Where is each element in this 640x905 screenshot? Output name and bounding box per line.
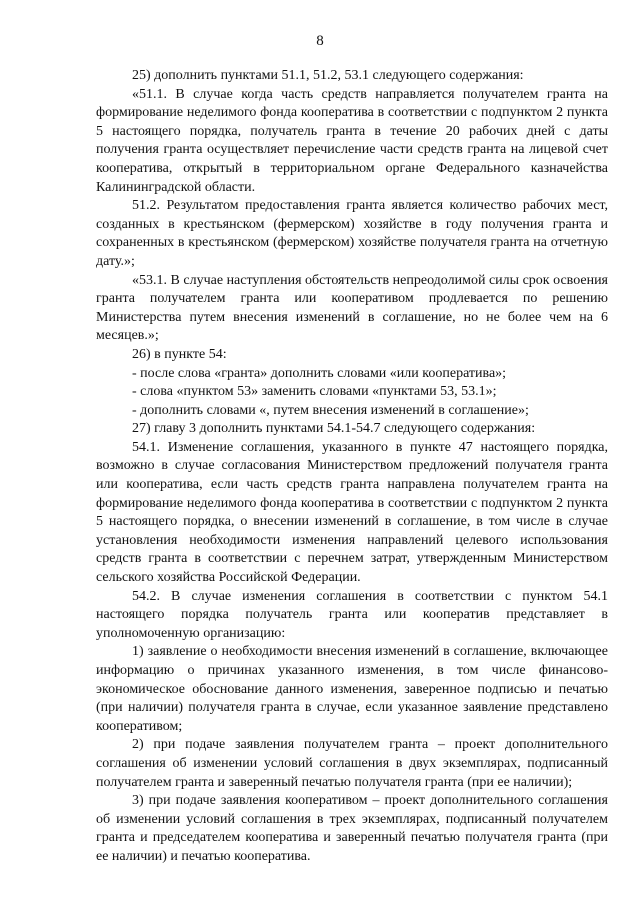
paragraph-54-2-sub-2: 2) при подаче заявления получателем гранта – проект дополнительного соглашения об изменении условий соглашения в двух экземплярах, подписанный получателем гранта и заверенный печатью получателя гранта (при ее наличии); xyxy=(96,737,608,790)
document-body xyxy=(96,67,608,867)
paragraph-53-1: «53.1. В случае наступления обстоятельств непреодолимой силы срок освоения гранта получателем гранта или кооперативом продлевается по решению Министерства путем внесения изменений в соглашение, но не более чем на 6 месяцев.»; xyxy=(96,272,608,344)
paragraph-item-26-dash-2: - слова «пунктом 53» заменить словами «пунктами 53, 53.1»; xyxy=(132,384,497,400)
paragraph-item-26-dash-1: - после слова «гранта» дополнить словами «или кооператива»; xyxy=(132,365,507,381)
paragraph-item-26: 26) в пункте 54: xyxy=(132,346,227,362)
paragraph-54-1: 54.1. Изменение соглашения, указанного в пункте 47 настоящего порядка, возможно в случае согласования Министерством предложений получателя гранта или кооператива, если часть средств гранта направлена получателем гранта на формирование неделимого фонда кооператива в соответствии с подпунктом 2 пункта 5 настоящего порядка, о внесении изменений в соглашение, в том числе в случае установления необходимости изменения направлений целевого использования средств гранта в соответствии с перечнем затрат, утвержденным Министерством сельского хозяйства Российской Федерации. xyxy=(96,439,608,586)
paragraph-51-2: 51.2. Результатом предоставления гранта является количество рабочих мест, созданных в крестьянском (фермерском) хозяйстве в году получения гранта и сохраненных в крестьянском (фермерском) хозяйстве получателя гранта на отчетную дату.»; xyxy=(96,198,608,269)
page-number: 8 xyxy=(316,33,324,49)
paragraph-item-25: 25) дополнить пунктами 51.1, 51.2, 53.1 следующего содержания: xyxy=(132,68,524,83)
paragraph-54-2-sub-1: 1) заявление о необходимости внесения изменений в соглашение, включающее информацию о причинах указанного изменения, в том числе финансово-экономическое обоснование данного изменения, заверенное подписью и печатью (при наличии) получателя гранта в случае, если указанное заявление представлено кооперативом; xyxy=(96,644,608,734)
paragraph-51-1: «51.1. В случае когда часть средств направляется получателем гранта на формирование неделимого фонда кооператива в соответствии с подпунктом 2 пункта 5 настоящего порядка, получатель гранта в течение 20 рабочих дней с даты получения гранта осуществляет перечисление части средств гранта на лицевой счет кооператива, открытый в территориальном органе Федерального казначейства Калининградской области. xyxy=(96,86,608,195)
paragraph-item-26-dash-3: - дополнить словами «, путем внесения изменений в соглашение»; xyxy=(132,402,529,418)
paragraph-54-2: 54.2. В случае изменения соглашения в соответствии с пунктом 54.1 настоящего порядка получатель гранта или кооператив представляет в уполномоченную организацию: xyxy=(96,588,608,641)
paragraph-item-27: 27) главу 3 дополнить пунктами 54.1-54.7 следующего содержания: xyxy=(132,421,536,437)
paragraph-54-2-sub-3: 3) при подаче заявления кооперативом – проект дополнительного соглашения об изменении условий соглашения в трех экземплярах, подписанный получателем гранта и председателем кооператива и заверенный печатью получателя гранта (при ее наличии) и печатью кооператива. xyxy=(96,793,608,864)
